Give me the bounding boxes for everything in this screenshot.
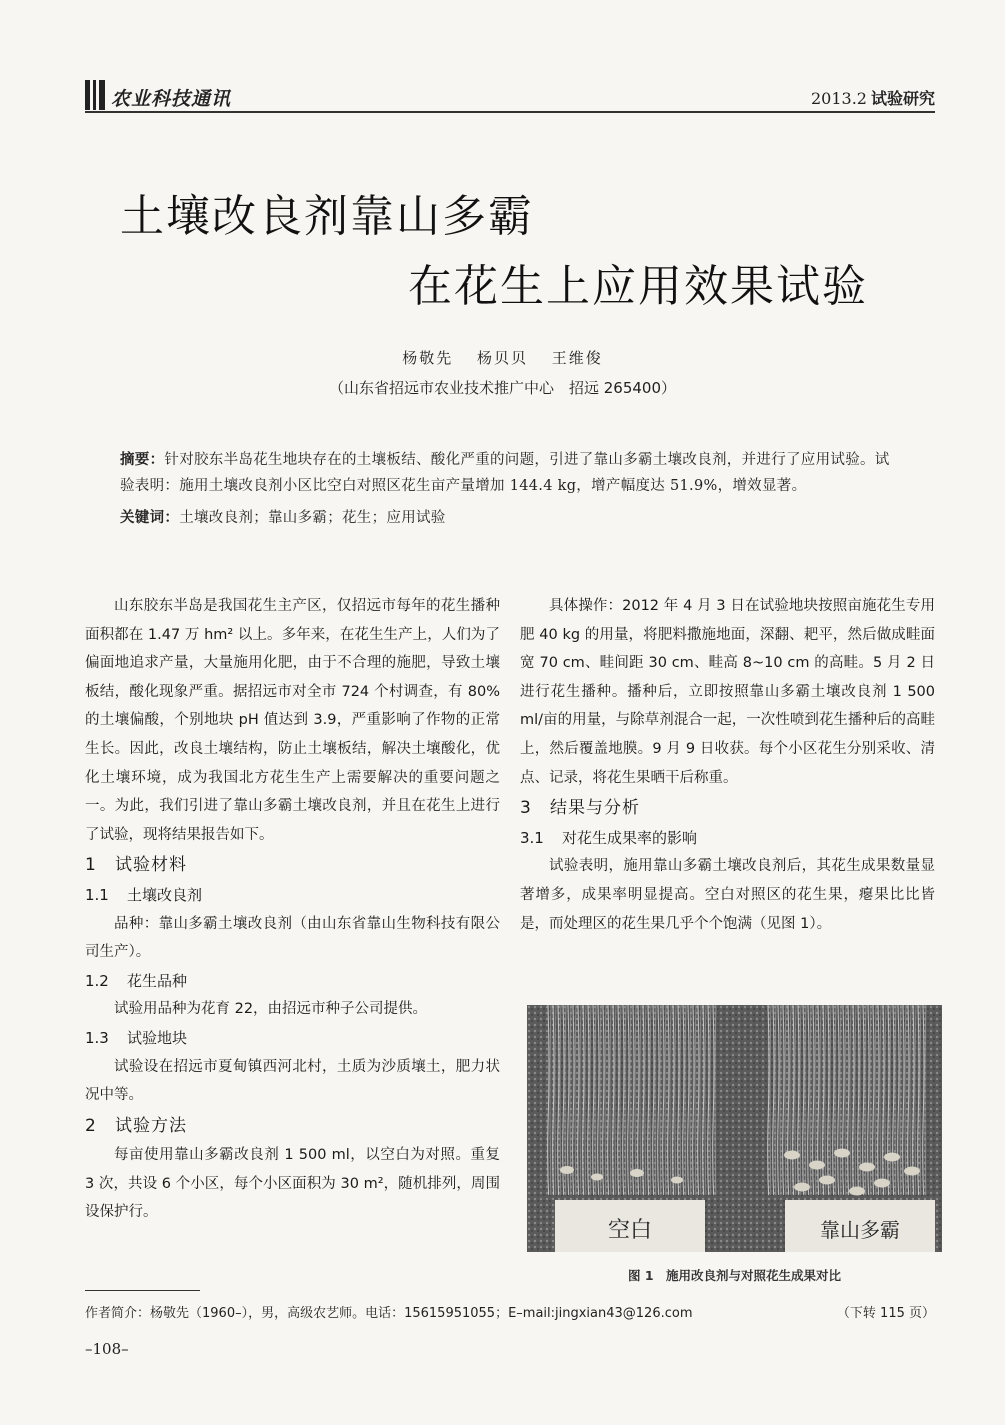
authors: 杨敬先 杨贝贝 王维俊 xyxy=(402,349,603,367)
abstract xyxy=(120,447,900,499)
section-3-1-heading: 3.1 对花生成果率的影响 xyxy=(520,828,698,847)
keywords xyxy=(120,505,900,531)
section-2-text: 每亩使用靠山多霸改良剂 1 500 ml，以空白为对照。重复 3 次，共设 6 个小区，每个小区面积为 30 m²，随机排列，周围设保护行。 xyxy=(85,1147,500,1221)
journal-name: 农业科技通讯 xyxy=(111,88,232,110)
peanut-photo-illustration xyxy=(527,1005,942,1252)
figure-label-left: 空白 xyxy=(607,1218,653,1243)
left-column xyxy=(85,592,500,1227)
abstract-block xyxy=(120,447,900,531)
author-footnote: 作者简介：杨敬先（1960–），男，高级农艺师。电话：15615951055；E–mail:jingxian43@126.com xyxy=(85,1306,693,1321)
footnote-rule xyxy=(85,1290,200,1291)
section-1-2-text: 试验用品种为花育 22，由招远市种子公司提供。 xyxy=(114,1001,428,1018)
right-column xyxy=(520,592,935,938)
section-2-heading: 2 试验方法 xyxy=(85,1115,187,1136)
issue-tag xyxy=(811,86,935,109)
continued-note: （下转 115 页） xyxy=(836,1306,935,1321)
section-1-heading: 1 试验材料 xyxy=(85,855,187,876)
section-1-3-text: 试验设在招远市夏甸镇西河北村，土质为沙质壤土，肥力状况中等。 xyxy=(85,1058,500,1104)
header-marks xyxy=(85,80,107,110)
section-1-2-heading: 1.2 花生品种 xyxy=(85,971,188,990)
section-1-1-text: 品种：靠山多霸土壤改良剂（由山东省靠山生物科技有限公司生产）。 xyxy=(85,915,500,961)
abstract-text: 针对胶东半岛花生地块存在的土壤板结、酸化严重的问题，引进了靠山多霸土壤改良剂，并进行了应用试验。试验表明：施用土壤改良剂小区比空白对照区花生亩产量增加 144.4 kg，增产幅度达 51.9%，增效显著。 xyxy=(120,452,890,494)
section-3-heading: 3 结果与分析 xyxy=(520,798,640,819)
operation-paragraph: 具体操作：2012 年 4 月 3 日在试验地块按照亩施花生专用肥 40 kg 的用量，将肥料撒施地面，深翻、耙平，然后做成畦面宽 70 cm、畦间距 30 cm、畦高 8~10 cm 的高畦。5 月 2 日进行花生播种。播种后，立即按照靠山多霸土壤改良剂 1 500 ml/亩的用量，与除草剂混合一起，一次性喷到花生播种后的高畦上，然后覆盖地膜。9 月 9 日收获。每个小区花生分别采收、清点、记录，将花生果晒干后称重。 xyxy=(520,598,935,786)
keywords-label: 关键词： xyxy=(120,510,180,526)
affiliation: （山东省招远市农业技术推广中心 招远 265400） xyxy=(328,379,677,397)
running-header xyxy=(85,80,935,112)
page-number: –108– xyxy=(85,1340,129,1358)
figure-caption: 图 1 施用改良剂与对照花生成果对比 xyxy=(627,1268,842,1283)
title-line-2: 在花生上应用效果试验 xyxy=(408,261,868,312)
figure-label-right: 靠山多霸 xyxy=(820,1218,900,1242)
issue-number: 2013.2 xyxy=(811,89,867,108)
figure-photo xyxy=(527,1005,942,1252)
title-line-1: 土壤改良剂靠山多霸 xyxy=(120,191,534,242)
section-3-1-text: 试验表明，施用靠山多霸土壤改良剂后，其花生成果数量显著增多，成果率明显提高。空白对照区的花生果，瘪果比比皆是，而处理区的花生果几乎个个饱满（见图 1）。 xyxy=(520,858,935,932)
section-name: 试验研究 xyxy=(870,89,935,108)
keywords-text: 土壤改良剂；靠山多霸；花生；应用试验 xyxy=(179,510,446,526)
header-rule xyxy=(85,111,935,113)
section-1-3-heading: 1.3 试验地块 xyxy=(85,1028,188,1047)
section-1-1-heading: 1.1 土壤改良剂 xyxy=(85,885,203,904)
abstract-label: 摘要： xyxy=(120,452,165,468)
intro-paragraph: 山东胶东半岛是我国花生主产区，仅招远市每年的花生播种面积都在 1.47 万 hm² 以上。多年来，在花生生产上，人们为了偏面地追求产量，大量施用化肥，由于不合理的施肥，导致土壤板结，酸化现象严重。据招远市对全市 724 个村调查，有 80%的土壤偏酸，个别地块 pH 值达到 3.9，严重影响了作物的正常生长。因此，改良土壤结构，防止土壤板结，解决土壤酸化，优化土壤环境，成为我国北方花生生产上需要解决的重要问题之一。为此，我们引进了靠山多霸土壤改良剂，并且在花生上进行了试验，现将结果报告如下。 xyxy=(85,598,500,843)
